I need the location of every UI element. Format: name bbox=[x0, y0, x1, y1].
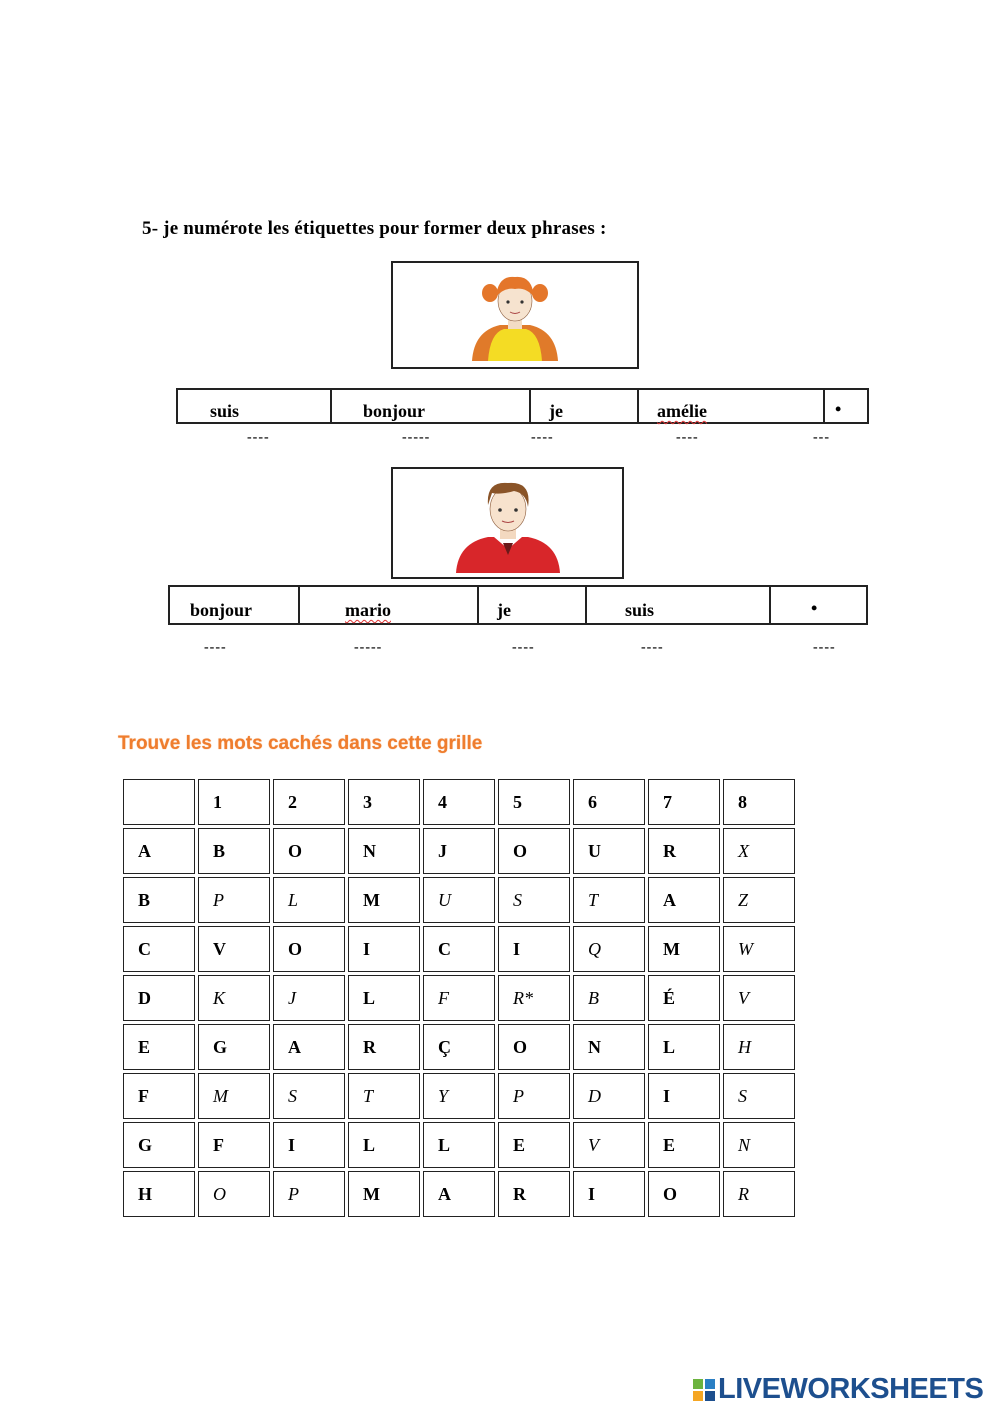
grid-letter-cell[interactable]: P bbox=[498, 1073, 570, 1119]
grid-letter-cell[interactable]: T bbox=[573, 877, 645, 923]
boy-picture-frame bbox=[391, 467, 624, 579]
grid-column-header: 4 bbox=[423, 779, 495, 825]
grid-letter-cell[interactable]: A bbox=[423, 1171, 495, 1217]
number-blank[interactable]: ---- bbox=[204, 640, 227, 655]
grid-letter-cell[interactable]: S bbox=[273, 1073, 345, 1119]
grid-letter-cell[interactable]: R* bbox=[498, 975, 570, 1021]
grid-letter-cell[interactable]: S bbox=[723, 1073, 795, 1119]
grid-letter-cell[interactable]: O bbox=[648, 1171, 720, 1217]
grid-letter-cell[interactable]: L bbox=[348, 1122, 420, 1168]
grid-letter-cell[interactable]: V bbox=[723, 975, 795, 1021]
grid-letter-cell[interactable]: V bbox=[573, 1122, 645, 1168]
grid-letter-cell[interactable]: I bbox=[273, 1122, 345, 1168]
grid-row bbox=[123, 926, 795, 972]
grid-letter-cell[interactable]: R bbox=[723, 1171, 795, 1217]
grid-letter-cell[interactable]: R bbox=[348, 1024, 420, 1070]
girl-picture-frame bbox=[391, 261, 639, 369]
grid-letter-cell[interactable]: U bbox=[423, 877, 495, 923]
grid-letter-cell[interactable]: A bbox=[648, 877, 720, 923]
grid-letter-cell[interactable]: T bbox=[348, 1073, 420, 1119]
label-cell bbox=[332, 390, 531, 422]
grid-letter-cell[interactable]: J bbox=[423, 828, 495, 874]
grid-row-header: C bbox=[123, 926, 195, 972]
grid-letter-cell[interactable]: G bbox=[198, 1024, 270, 1070]
girl-illustration bbox=[460, 269, 570, 361]
grid-row-header: F bbox=[123, 1073, 195, 1119]
grid-column-header: 7 bbox=[648, 779, 720, 825]
grid-letter-cell[interactable]: J bbox=[273, 975, 345, 1021]
grid-column-header: 3 bbox=[348, 779, 420, 825]
label-text: amélie bbox=[657, 401, 707, 421]
grid-letter-cell[interactable]: M bbox=[348, 877, 420, 923]
grid-letter-cell[interactable]: I bbox=[498, 926, 570, 972]
label-text: je bbox=[549, 401, 563, 421]
grid-letter-cell[interactable]: U bbox=[573, 828, 645, 874]
grid-row bbox=[123, 1122, 795, 1168]
grid-letter-cell[interactable]: M bbox=[198, 1073, 270, 1119]
grid-column-header: 6 bbox=[573, 779, 645, 825]
grid-header-row bbox=[123, 779, 795, 825]
grid-letter-cell[interactable]: M bbox=[348, 1171, 420, 1217]
label-text: • bbox=[835, 399, 842, 419]
label-cell bbox=[479, 587, 587, 623]
grid-letter-cell[interactable]: B bbox=[573, 975, 645, 1021]
grid-row bbox=[123, 828, 795, 874]
grid-column-header: 1 bbox=[198, 779, 270, 825]
grid-letter-cell[interactable]: E bbox=[648, 1122, 720, 1168]
grid-letter-cell[interactable]: D bbox=[573, 1073, 645, 1119]
label-cell bbox=[825, 390, 867, 422]
number-blank[interactable]: ---- bbox=[512, 640, 535, 655]
grid-letter-cell[interactable]: M bbox=[648, 926, 720, 972]
number-blank[interactable]: --- bbox=[813, 430, 830, 445]
grid-column-header: 5 bbox=[498, 779, 570, 825]
label-text: suis bbox=[210, 401, 240, 421]
grid-letter-cell[interactable]: B bbox=[198, 828, 270, 874]
liveworksheets-logo bbox=[693, 1373, 983, 1406]
word-search-title: Trouve les mots cachés dans cette grille bbox=[118, 733, 483, 754]
grid-row bbox=[123, 975, 795, 1021]
label-text: mario bbox=[345, 600, 391, 620]
grid-row-header: H bbox=[123, 1171, 195, 1217]
grid-letter-cell[interactable]: W bbox=[723, 926, 795, 972]
grid-letter-cell[interactable]: K bbox=[198, 975, 270, 1021]
label-cell bbox=[587, 587, 771, 623]
grid-letter-cell[interactable]: R bbox=[648, 828, 720, 874]
number-blank[interactable]: ---- bbox=[247, 430, 270, 445]
label-text: je bbox=[497, 600, 511, 620]
grid-letter-cell[interactable]: O bbox=[498, 828, 570, 874]
grid-letter-cell[interactable]: C bbox=[423, 926, 495, 972]
grid-letter-cell[interactable]: A bbox=[273, 1024, 345, 1070]
label-cell bbox=[178, 390, 332, 422]
grid-letter-cell[interactable]: X bbox=[723, 828, 795, 874]
label-cell bbox=[300, 587, 479, 623]
word-search-grid bbox=[120, 776, 798, 1220]
grid-column-header: 2 bbox=[273, 779, 345, 825]
grid-letter-cell[interactable]: I bbox=[648, 1073, 720, 1119]
grid-letter-cell[interactable]: O bbox=[273, 926, 345, 972]
grid-row-header: A bbox=[123, 828, 195, 874]
grid-letter-cell[interactable]: Y bbox=[423, 1073, 495, 1119]
number-blank[interactable]: ---- bbox=[531, 430, 554, 445]
grid-letter-cell[interactable]: N bbox=[348, 828, 420, 874]
grid-letter-cell[interactable]: L bbox=[348, 975, 420, 1021]
grid-letter-cell[interactable]: I bbox=[348, 926, 420, 972]
number-blank[interactable]: ----- bbox=[354, 640, 383, 655]
label-text: suis bbox=[625, 600, 655, 620]
label-cell bbox=[170, 587, 300, 623]
label-cell bbox=[639, 390, 825, 422]
grid-letter-cell[interactable]: O bbox=[198, 1171, 270, 1217]
grid-row bbox=[123, 1073, 795, 1119]
grid-letter-cell[interactable]: Ç bbox=[423, 1024, 495, 1070]
grid-letter-cell[interactable]: L bbox=[423, 1122, 495, 1168]
grid-row bbox=[123, 1024, 795, 1070]
grid-row-header: D bbox=[123, 975, 195, 1021]
grid-letter-cell[interactable]: S bbox=[498, 877, 570, 923]
grid-letter-cell[interactable]: O bbox=[273, 828, 345, 874]
grid-row-header: G bbox=[123, 1122, 195, 1168]
grid-letter-cell[interactable]: Z bbox=[723, 877, 795, 923]
grid-letter-cell[interactable]: P bbox=[273, 1171, 345, 1217]
number-blank[interactable]: ---- bbox=[641, 640, 664, 655]
grid-row bbox=[123, 1171, 795, 1217]
grid-letter-cell[interactable]: É bbox=[648, 975, 720, 1021]
grid-letter-cell[interactable]: E bbox=[498, 1122, 570, 1168]
number-blank[interactable]: ----- bbox=[402, 430, 431, 445]
sentence2-labels bbox=[168, 585, 868, 625]
grid-corner-cell bbox=[123, 779, 195, 825]
number-blank[interactable]: ---- bbox=[676, 430, 699, 445]
liveworksheets-logo-icon bbox=[693, 1379, 715, 1401]
grid-letter-cell[interactable]: F bbox=[198, 1122, 270, 1168]
grid-letter-cell[interactable]: L bbox=[273, 877, 345, 923]
grid-letter-cell[interactable]: P bbox=[198, 877, 270, 923]
grid-letter-cell[interactable]: N bbox=[573, 1024, 645, 1070]
grid-letter-cell[interactable]: Q bbox=[573, 926, 645, 972]
exercise-instruction: 5- je numérote les étiquettes pour former deux phrases : bbox=[142, 218, 607, 239]
number-blank[interactable]: ---- bbox=[813, 640, 836, 655]
label-text: bonjour bbox=[190, 600, 253, 620]
grid-row-header: B bbox=[123, 877, 195, 923]
grid-letter-cell[interactable]: R bbox=[498, 1171, 570, 1217]
grid-letter-cell[interactable]: O bbox=[498, 1024, 570, 1070]
grid-letter-cell[interactable]: F bbox=[423, 975, 495, 1021]
label-text: bonjour bbox=[363, 401, 426, 421]
label-text: • bbox=[811, 598, 818, 618]
grid-row-header: E bbox=[123, 1024, 195, 1070]
label-cell bbox=[531, 390, 639, 422]
liveworksheets-brand: LIVEWORKSHEETS bbox=[718, 1373, 984, 1405]
grid-letter-cell[interactable]: L bbox=[648, 1024, 720, 1070]
grid-row bbox=[123, 877, 795, 923]
boy-illustration bbox=[448, 473, 568, 573]
grid-letter-cell[interactable]: I bbox=[573, 1171, 645, 1217]
grid-letter-cell[interactable]: V bbox=[198, 926, 270, 972]
sentence1-labels bbox=[176, 388, 869, 424]
grid-letter-cell[interactable]: N bbox=[723, 1122, 795, 1168]
grid-letter-cell[interactable]: H bbox=[723, 1024, 795, 1070]
grid-column-header: 8 bbox=[723, 779, 795, 825]
label-cell bbox=[771, 587, 866, 623]
